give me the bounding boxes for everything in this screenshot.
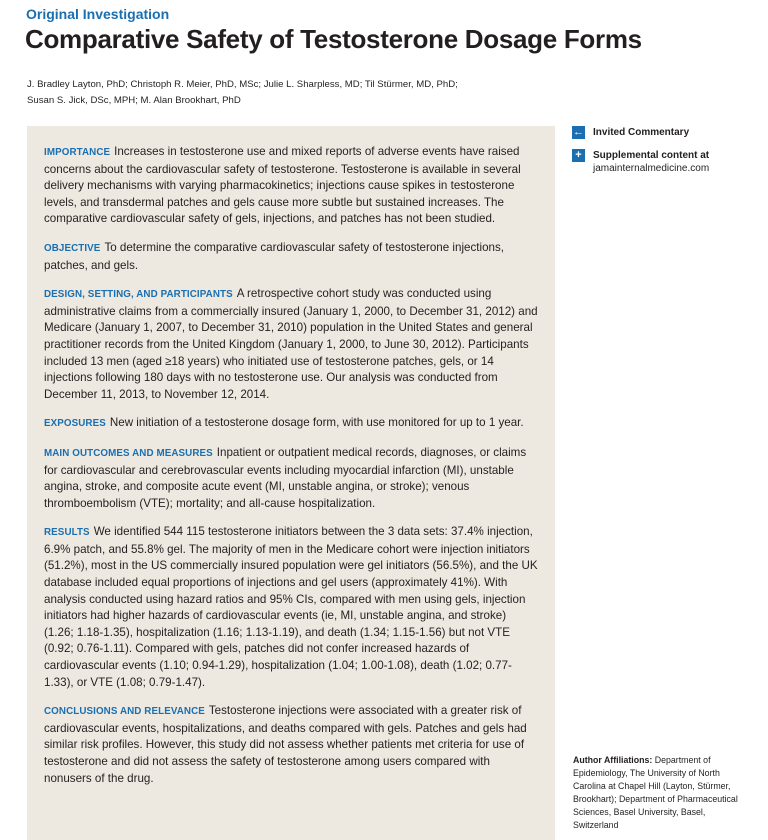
affiliations-label: Author Affiliations: xyxy=(573,755,653,765)
supplemental-text xyxy=(593,149,709,175)
abstract-body: New initiation of a testosterone dosage form, with use monitored for up to 1 year. xyxy=(109,416,524,430)
authors-line-1: J. Bradley Layton, PhD; Christoph R. Meier, PhD, MSc; Julie L. Sharpless, MD; Til Stürmer, MD, PhD; xyxy=(27,79,458,90)
author-list xyxy=(27,77,547,109)
supplemental-content-link[interactable] xyxy=(572,149,762,175)
supplemental-site: jamainternalmedicine.com xyxy=(593,163,710,174)
abstract-heading: MAIN OUTCOMES AND MEASURES xyxy=(44,447,213,459)
abstract-design xyxy=(44,286,538,403)
abstract-heading: OBJECTIVE xyxy=(44,242,101,254)
abstract-body: Increases in testosterone use and mixed reports of adverse events have raised concerns about the cardiovascular safety of testosterone. Testosterone is available in several delivery mechanisms with varying pharmacokinetics; injections cause spikes in testosterone levels, and transdermal patches and gels cause more subtle but sustained increases. The comparative cardiovascular safety of gels, injections, and patches has not been studied. xyxy=(44,145,521,226)
invited-commentary-label: Invited Commentary xyxy=(593,127,690,138)
article-title: Comparative Safety of Testosterone Dosage Forms xyxy=(25,24,642,54)
affiliations-text: Department of Epidemiology, The University of North Carolina at Chapel Hill (Layton, Stürmer, Brookhart); Department of Pharmaceutical Sciences, Basel University, Basel, Switzerland xyxy=(573,755,738,830)
plus-icon: + xyxy=(572,149,585,162)
abstract-outcomes xyxy=(44,445,538,512)
abstract-heading: EXPOSURES xyxy=(44,418,106,430)
abstract-heading: DESIGN, SETTING, AND PARTICIPANTS xyxy=(44,289,233,301)
abstract-heading: RESULTS xyxy=(44,527,90,539)
abstract-results xyxy=(44,524,538,691)
abstract-body: Testosterone injections were associated with a greater risk of cardiovascular events, hospitalizations, and deaths compared with gels. Patches and gels had similar risk profiles. However, this study did not assess whether patients met criteria for use of testosterone and did not assess the safety of testosterone among users compared with nonusers of the drug. xyxy=(44,704,527,785)
author-affiliations xyxy=(573,754,743,832)
abstract xyxy=(44,144,538,799)
abstract-body: Inpatient or outpatient medical records, diagnoses, or claims for cardiovascular and cerebrovascular events including myocardial infarction (MI), unstable angina, stroke, and composite acute event (MI, unstable angina, or stroke); venous thromboembolism (VTE); mortality; and all-cause hospitalization. xyxy=(44,445,527,510)
authors-line-2: Susan S. Jick, DSc, MPH; M. Alan Brookhart, PhD xyxy=(27,95,241,106)
abstract-body: A retrospective cohort study was conducted using administrative claims from a commercially insured (January 1, 2000, to December 31, 2012) and Medicare (January 1, 2007, to December 31, 2010) population in the United States and general practitioner records from the United Kingdom (January 1, 2000, to June 30, 2012). Participants included 13 men (aged ≥18 years) who initiated use of testosterone patches, gels, or 14 injections following 180 days with no testosterone use. Our analysis was conducted from December 11, 2013, to November 12, 2014. xyxy=(44,287,538,401)
abstract-heading: IMPORTANCE xyxy=(44,147,111,158)
abstract-body: To determine the comparative cardiovascular safety of testosterone injections, patches, and gels. xyxy=(44,240,504,272)
abstract-heading: CONCLUSIONS AND RELEVANCE xyxy=(44,706,205,718)
abstract-conclusions xyxy=(44,703,538,787)
sidebar xyxy=(572,126,762,185)
abstract-exposures xyxy=(44,415,538,433)
section-label: Original Investigation xyxy=(26,6,170,22)
arrow-left-icon: ← xyxy=(573,126,584,138)
invited-commentary-link[interactable] xyxy=(572,126,762,139)
abstract-body: We identified 544 115 testosterone initiators between the 3 data sets: 37.4% injection, 6.9% patch, and 55.8% gel. The majority of men in the Medicare cohort were injection initiators (51.2%), most in the US commercially insured population were gel initiators (56.5%), and the UK database included equal proportions of injections and gel users (approximately 41%). With analysis conducted using hazard ratios and 95% CIs, compared with men using gels, injection initiators had higher hazards of cardiovascular events (ie, MI, unstable angina, and stroke) (1.26; 1.18-1.35), hospitalization (1.16; 1.13-1.19), and death (1.34; 1.15-1.56) but not VTE (0.92; 0.76-1.11). Compared with gels, patches did not confer increased hazards of cardiovascular events (1.10; 0.94-1.29), hospitalization (1.04; 1.00-1.08), death (1.02; 0.77-1.33), or VTE (1.08; 0.79-1.47). xyxy=(44,525,538,689)
abstract-objective xyxy=(44,240,538,274)
supplemental-label: Supplemental content at xyxy=(593,150,710,161)
abstract-importance xyxy=(44,144,538,228)
